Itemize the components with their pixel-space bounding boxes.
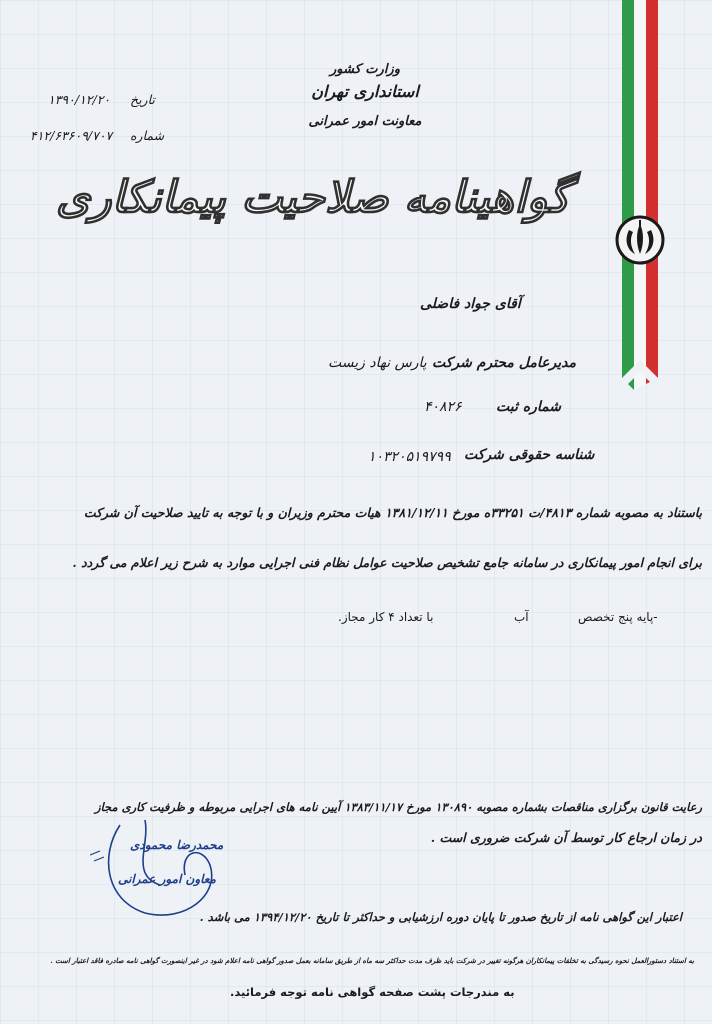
back-page-note: به مندرجات پشت صفحه گواهی نامه توجه فرمائید.	[230, 985, 515, 999]
iran-emblem-icon	[615, 212, 665, 268]
registration-label: شماره ثبت	[496, 399, 561, 415]
specialty-text: آب	[514, 610, 529, 624]
footnote-text: به استناد دستورالعمل نحوه رسیدگی به تخلفات پیمانکاران هرگونه تغییر در شرکت باید ظرف مدت حداکثر سه ماه از طریق سامانه بعمل صدور گواهی نامه اعلام شود در غیر اینصورت گواهی نامه صادره فاقد اعتبار است .	[50, 956, 694, 965]
deputy-name: معاونت امور عمرانی	[308, 114, 422, 129]
date-value: ۱۳۹۰/۱۲/۲۰	[48, 92, 111, 107]
national-id-label: شناسه حقوقی شرکت	[464, 447, 595, 463]
governorate-name: استانداری تهران	[311, 82, 419, 101]
national-id-value: ۱۰۳۲۰۵۱۹۷۹۹	[368, 449, 451, 465]
notes-line-1: رعایت قانون برگزاری مناقصات بشماره مصوبه ۱۳۰۸۹۰ مورخ ۱۳۸۳/۱۱/۱۷ آیین نامه های اجرایی مربوطه و ظرفیت کاری مجاز	[94, 800, 702, 814]
number-label: شماره	[130, 128, 165, 143]
registration-value: ۴۰۸۲۶	[424, 399, 462, 415]
grade-text: -پایه پنج تخصص	[578, 610, 658, 624]
flag-ribbon	[622, 0, 658, 390]
body-line-2: برای انجام امور پیمانکاری در سامانه جامع تشخیص صلاحیت عوامل نظام فنی اجرایی موارد به شرح زیر اعلام می گردد .	[72, 555, 702, 570]
notes-line-2: در زمان ارجاع کار توسط آن شرکت ضروری است .	[430, 830, 702, 845]
signature-scribble-icon	[90, 805, 240, 925]
date-label: تاریخ	[130, 92, 155, 107]
ministry-name: وزارت کشور	[330, 62, 400, 77]
company-name: پارس نهاد زیست	[328, 355, 427, 371]
recipient-name: آقای جواد فاضلی	[420, 296, 521, 312]
ceo-label: مدیرعامل محترم شرکت	[432, 355, 576, 371]
signer-name: محمدرضا محمودی	[130, 838, 224, 852]
signer-role: معاون امور عمرانی	[118, 872, 216, 886]
validity-text: اعتبار این گواهی نامه از تاریخ صدور تا پایان دوره ارزشیابی و حداکثر تا تاریخ ۱۳۹۴/۱۲/۲۰ می باشد .	[199, 910, 682, 924]
work-count-text: با تعداد ۴ کار مجاز.	[338, 610, 434, 624]
body-line-1: باستناد به مصوبه شماره ۴۸۱۳/ت ۳۳۲۵۱ه مورخ ۱۳۸۱/۱۲/۱۱ هیات محترم وزیران و با توجه به تایید صلاحیت آن شرکت	[83, 505, 702, 520]
number-value: ۴۱۲/۶۳۶۰۹/۷۰۷	[30, 128, 113, 143]
certificate-title: گواهینامه صلاحیت پیمانکاری	[55, 172, 570, 223]
